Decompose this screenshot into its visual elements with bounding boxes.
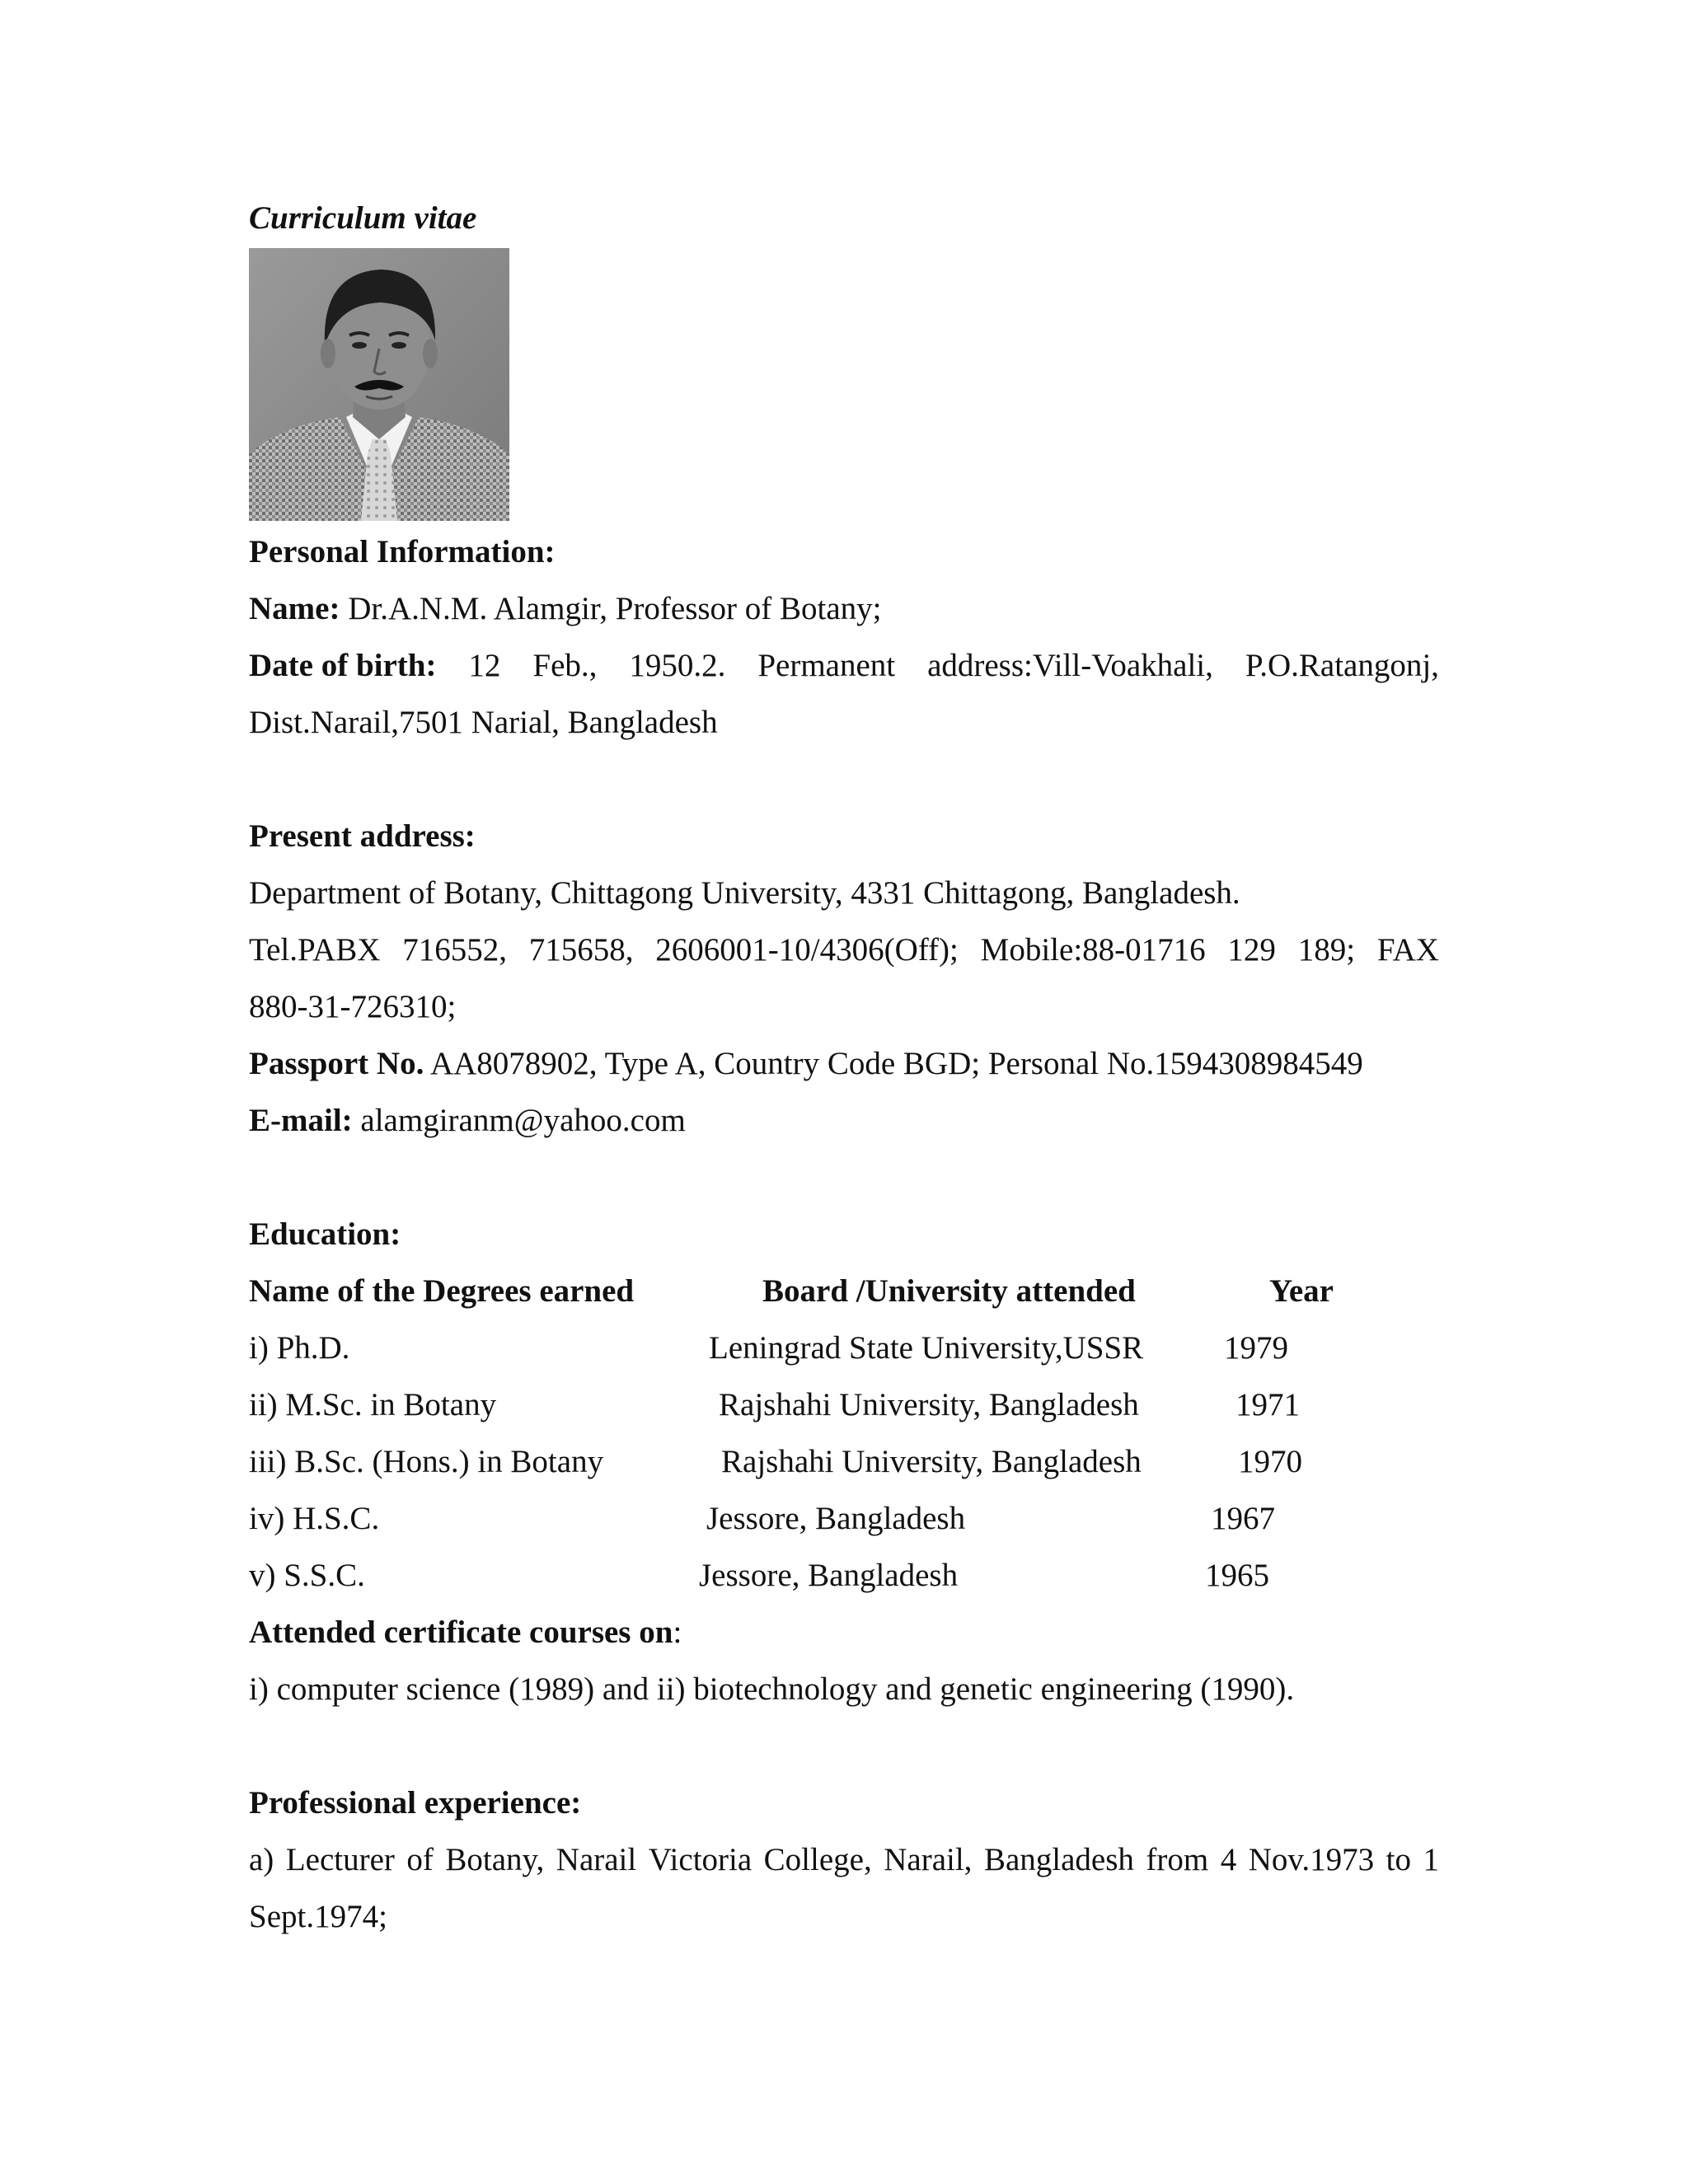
tel-word: Mobile:88-01716 (980, 932, 1206, 968)
cv-page (249, 190, 1439, 1945)
passport-label: Passport No. (249, 1046, 424, 1081)
dob-word: P.O.Ratangonj, (1245, 648, 1439, 683)
degree-cell: v) S.S.C. (249, 1558, 365, 1593)
dob-word: Feb., (532, 648, 598, 683)
personal-info-heading: Personal Information: (249, 534, 556, 569)
experience-item-a-line-2: Sept.1974; (249, 1899, 387, 1934)
exp-word: to (1386, 1842, 1411, 1877)
education-row (249, 1547, 1439, 1604)
name-line (249, 580, 1439, 637)
degree-cell: iii) B.Sc. (Hons.) in Botany (249, 1444, 604, 1479)
tel-word: 2606001-10/4306(Off); (655, 932, 959, 968)
passport-value: AA8078902, Type A, Country Code BGD; Personal No.1594308984549 (424, 1046, 1363, 1081)
name-value: Dr.A.N.M. Alamgir, Professor of Botany; (348, 591, 882, 626)
certificate-courses-colon: : (673, 1615, 682, 1650)
department-line: Department of Botany, Chittagong University, 4331 Chittagong, Bangladesh. (249, 875, 1240, 911)
education-heading: Education: (249, 1216, 401, 1252)
telephone-line (249, 921, 1439, 978)
board-cell: Leningrad State University,USSR (709, 1330, 1144, 1366)
degree-cell: i) Ph.D. (249, 1330, 350, 1366)
dob-word: 1950.2. (629, 648, 726, 683)
board-column-header: Board /University attended (762, 1273, 1136, 1309)
dob-line-2: Dist.Narail,7501 Narial, Bangladesh (249, 705, 718, 740)
degree-column-header: Name of the Degrees earned (249, 1273, 635, 1309)
board-cell: Rajshahi University, Bangladesh (721, 1444, 1142, 1479)
tel-word: 129 (1227, 932, 1276, 968)
year-cell: 1970 (1238, 1444, 1302, 1479)
exp-word: College, (763, 1842, 872, 1877)
portrait-photo (249, 248, 509, 521)
email-line (249, 1092, 1439, 1149)
exp-word: Lecturer (285, 1842, 395, 1877)
email-label: E-mail: (249, 1103, 353, 1138)
exp-word: 4 (1220, 1842, 1237, 1877)
education-row (249, 1376, 1439, 1433)
dob-word: Permanent (757, 648, 896, 683)
certificate-courses-line (249, 1604, 1439, 1661)
passport-line (249, 1035, 1439, 1092)
board-cell: Jessore, Bangladesh (699, 1558, 959, 1593)
board-cell: Jessore, Bangladesh (706, 1501, 966, 1536)
exp-word: Narail (556, 1842, 637, 1877)
certificate-courses-label: Attended certificate courses on (249, 1615, 673, 1650)
fax-line: 880-31-726310; (249, 989, 457, 1024)
degree-cell: ii) M.Sc. in Botany (249, 1387, 497, 1422)
tel-word: 716552, (402, 932, 507, 968)
year-column-header: Year (1269, 1273, 1334, 1309)
tel-word: Tel.PABX (249, 932, 381, 968)
tel-word: 715658, (528, 932, 634, 968)
present-address-heading: Present address: (249, 818, 476, 854)
education-row (249, 1433, 1439, 1490)
exp-word: from (1146, 1842, 1209, 1877)
dob-word: address:Vill-Voakhali, (927, 648, 1213, 683)
tel-word: 189; (1297, 932, 1356, 968)
exp-word: Bangladesh (983, 1842, 1134, 1877)
tel-word: FAX (1376, 932, 1439, 968)
education-table-header (249, 1263, 1439, 1319)
year-cell: 1965 (1205, 1558, 1269, 1593)
year-cell: 1967 (1211, 1501, 1275, 1536)
board-cell: Rajshahi University, Bangladesh (719, 1387, 1139, 1422)
exp-word: Victoria (648, 1842, 753, 1877)
name-label: Name: (249, 591, 340, 626)
experience-item-a (249, 1831, 1439, 1888)
exp-word: of (406, 1842, 434, 1877)
professional-experience-heading: Professional experience: (249, 1785, 582, 1821)
dob-line (249, 637, 1439, 694)
year-cell: 1971 (1236, 1387, 1300, 1422)
education-row (249, 1319, 1439, 1376)
certificate-courses-value: i) computer science (1989) and ii) biotechnology and genetic engineering (1990). (249, 1671, 1295, 1707)
education-row (249, 1490, 1439, 1547)
document-title: Curriculum vitae (249, 200, 477, 236)
exp-word: a) (249, 1842, 274, 1877)
exp-word: Botany, (445, 1842, 545, 1877)
degree-cell: iv) H.S.C. (249, 1501, 380, 1536)
year-cell: 1979 (1224, 1330, 1288, 1366)
exp-word: 1 (1423, 1842, 1439, 1877)
dob-label: Date of birth: (249, 648, 437, 683)
email-value: alamgiranm@yahoo.com (352, 1103, 686, 1138)
exp-word: Narail, (884, 1842, 973, 1877)
exp-word: Nov.1973 (1248, 1842, 1375, 1877)
dob-word: 12 (468, 648, 501, 683)
